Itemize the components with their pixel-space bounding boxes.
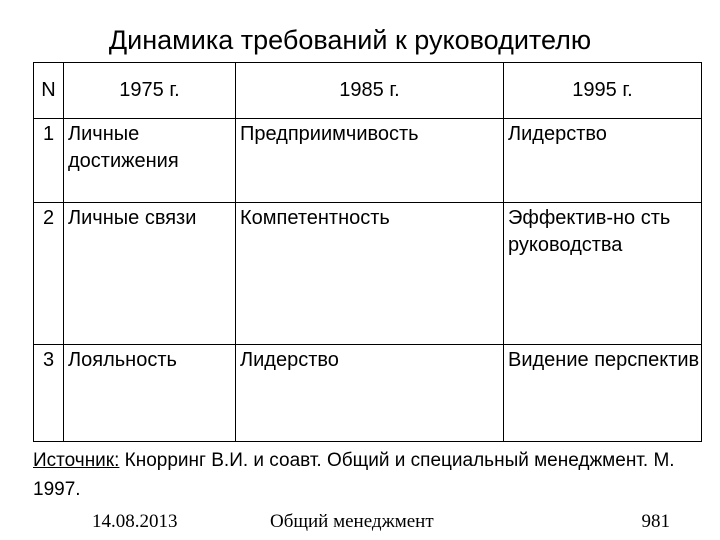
cell-1985: Предприимчивость [236,119,504,203]
header-cell-1995: 1995 г. [504,63,702,119]
cell-1975: Личные достижения [64,119,236,203]
cell-1975: Личные связи [64,203,236,345]
cell-1995: Лидерство [504,119,702,203]
table-row [34,119,702,203]
slide-title: Динамика требований к руководителю [108,25,592,55]
table-header-row [34,63,702,119]
cell-1975: Лояльность [64,345,236,442]
footer-page-number: 981 [641,511,670,532]
header-cell-1985: 1985 г. [236,63,504,119]
source-label: Источник: [33,450,120,471]
footer-date: 14.08.2013 [92,511,178,532]
cell-1985: Лидерство [236,345,504,442]
row-number: 1 [34,119,64,203]
row-number: 3 [34,345,64,442]
table-row [34,203,702,345]
requirements-table [33,62,702,442]
header-cell-number: N [34,63,64,119]
table-row [34,345,702,442]
cell-1995: Эффектив-но сть руководства [504,203,702,345]
cell-1985: Компетентность [236,203,504,345]
row-number: 2 [34,203,64,345]
source-note [33,446,693,504]
source-text: Кнорринг В.И. и соавт. Общий и специальный менеджмент. М. 1997. [33,450,675,500]
cell-1995: Видение перспектив [504,345,702,442]
footer-course-title: Общий менеджмент [270,511,434,532]
header-cell-1975: 1975 г. [64,63,236,119]
